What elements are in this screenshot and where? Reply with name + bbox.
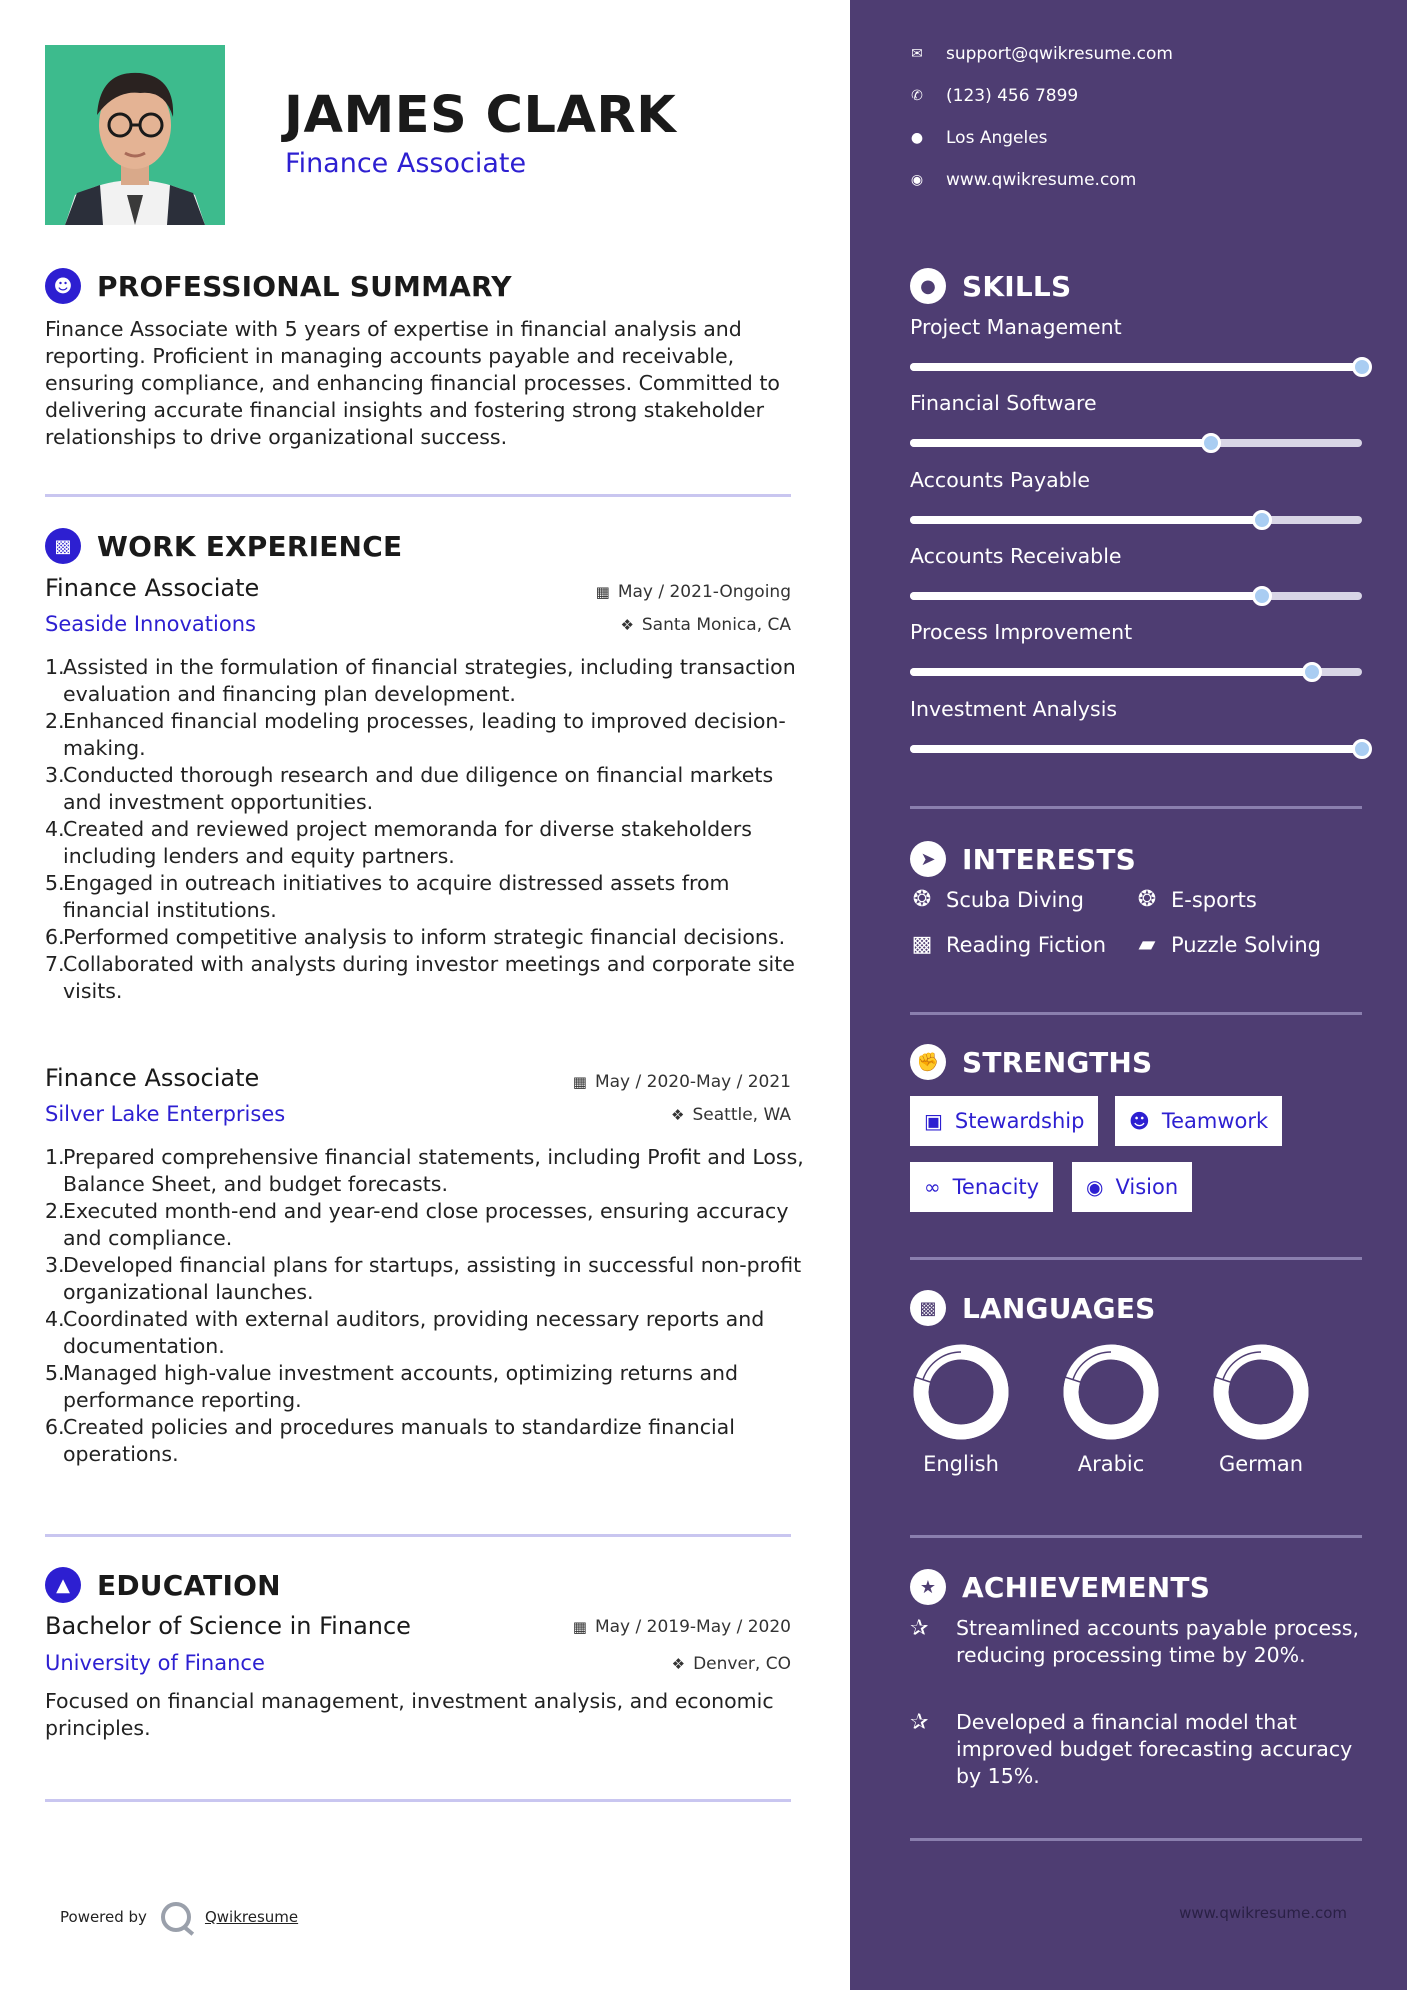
divider bbox=[910, 1535, 1362, 1538]
experience-title: WORK EXPERIENCE bbox=[97, 529, 403, 563]
list-item: 4. Created and reviewed project memoranda for diverse stakeholders including lenders and equity partners. bbox=[45, 817, 752, 868]
strengths-heading bbox=[910, 1044, 1152, 1080]
skill-bar-knob bbox=[1252, 586, 1272, 606]
paper-plane-icon: ➤ bbox=[910, 841, 946, 877]
strength-badge: ∞ Tenacity bbox=[910, 1162, 1053, 1212]
phone-icon: ✆ bbox=[911, 88, 923, 104]
education-date-text: May / 2019-May / 2020 bbox=[594, 1617, 791, 1637]
experience-heading bbox=[45, 528, 402, 564]
job-bullets bbox=[45, 654, 805, 1005]
skill-bar-knob bbox=[1352, 357, 1372, 377]
job-title: Finance Associate bbox=[45, 574, 260, 602]
skills-heading bbox=[910, 268, 1071, 304]
list-item: 1. Prepared comprehensive financial statements, including Profit and Loss, Balance Sheet, and budget forecasts. bbox=[45, 1145, 804, 1196]
language-ring bbox=[1063, 1344, 1159, 1440]
skill-label: Accounts Payable bbox=[910, 468, 1090, 492]
interest-item: ▰ Puzzle Solving bbox=[1135, 932, 1321, 957]
skill-bar bbox=[910, 592, 1362, 600]
toolbox-icon: ▣ bbox=[924, 1109, 943, 1133]
education-description: Focused on financial management, investment analysis, and economic principles. bbox=[45, 1689, 774, 1740]
profile-photo bbox=[45, 45, 225, 225]
skill-bar bbox=[910, 439, 1362, 447]
calendar-icon: ▦ bbox=[572, 1073, 587, 1091]
skill-bar-fill bbox=[910, 668, 1312, 676]
location-text: Los Angeles bbox=[946, 128, 1048, 148]
candidate-name: JAMES CLARK bbox=[284, 86, 677, 145]
strength-badge: ☻ Teamwork bbox=[1115, 1096, 1282, 1146]
fist-icon: ✊ bbox=[910, 1044, 946, 1080]
language-label: English bbox=[923, 1452, 999, 1476]
skill-label: Investment Analysis bbox=[910, 697, 1118, 721]
job-location bbox=[671, 1105, 791, 1125]
skills-title: SKILLS bbox=[962, 269, 1072, 303]
list-item: 2. Executed month-end and year-end close processes, ensuring accuracy and compliance. bbox=[45, 1199, 789, 1250]
powered-by bbox=[60, 1902, 298, 1932]
skill-bar-fill bbox=[910, 592, 1262, 600]
divider bbox=[910, 1838, 1362, 1841]
strength-badge: ◉ Vision bbox=[1072, 1162, 1192, 1212]
calendar-icon: ▦ bbox=[595, 583, 610, 601]
list-item: 1. Assisted in the formulation of financial strategies, including transaction evaluation and financing plan development. bbox=[45, 655, 796, 706]
language-icon: ▩ bbox=[910, 1290, 946, 1326]
link-icon: ∞ bbox=[924, 1175, 941, 1199]
education-title: EDUCATION bbox=[97, 1568, 281, 1602]
education-date bbox=[573, 1617, 791, 1637]
summary-title: PROFESSIONAL SUMMARY bbox=[97, 269, 512, 303]
divider bbox=[910, 1257, 1362, 1260]
contact-website[interactable] bbox=[910, 170, 1136, 190]
binoculars-icon: ◉ bbox=[1086, 1175, 1104, 1199]
summary-heading bbox=[45, 268, 512, 304]
gamepad-icon: ▩ bbox=[911, 932, 933, 957]
achievements-title: ACHIEVEMENTS bbox=[962, 1570, 1211, 1604]
language-ring bbox=[1213, 1344, 1309, 1440]
list-item: 7. Collaborated with analysts during investor meetings and corporate site visits. bbox=[45, 952, 795, 1003]
skill-label: Financial Software bbox=[910, 391, 1097, 415]
users-icon: ☻ bbox=[1129, 1109, 1150, 1133]
language-label: Arabic bbox=[1077, 1452, 1145, 1476]
briefcase-chair-icon: ▩ bbox=[45, 528, 81, 564]
language-item bbox=[1036, 1344, 1186, 1476]
skill-label: Process Improvement bbox=[910, 620, 1133, 644]
graduation-cap-icon: ▲ bbox=[45, 1567, 81, 1603]
strengths-title: STRENGTHS bbox=[962, 1045, 1153, 1079]
education-heading bbox=[45, 1567, 281, 1603]
list-item: 4. Coordinated with external auditors, providing necessary reports and documentation. bbox=[45, 1307, 765, 1358]
skill-bar bbox=[910, 668, 1362, 676]
achievements-heading bbox=[910, 1569, 1210, 1605]
qwikresume-logo-icon bbox=[161, 1902, 191, 1932]
life-ring-icon: ❂ bbox=[912, 887, 932, 912]
achievement-item: ✰ Developed a financial model that improved budget forecasting accuracy by 15%. bbox=[910, 1710, 1353, 1788]
pin-icon: ❖ bbox=[671, 1106, 685, 1124]
interests-title: INTERESTS bbox=[962, 842, 1136, 876]
life-ring-icon: ❂ bbox=[1137, 887, 1157, 912]
map-marker-icon: ● bbox=[910, 130, 924, 146]
website-text: www.qwikresume.com bbox=[946, 170, 1137, 190]
strength-badge: ▣ Stewardship bbox=[910, 1096, 1098, 1146]
lightbulb-icon: ● bbox=[910, 268, 946, 304]
sidebar bbox=[850, 0, 1407, 1990]
job-title: Finance Associate bbox=[45, 1064, 260, 1092]
education-location bbox=[672, 1654, 791, 1674]
skill-bar bbox=[910, 745, 1362, 753]
shooting-star-icon: ✰ bbox=[910, 1616, 929, 1641]
envelope-icon: ✉ bbox=[911, 46, 923, 62]
job-location-text: Seattle, WA bbox=[692, 1105, 791, 1125]
globe-icon: ◉ bbox=[910, 172, 924, 188]
language-item bbox=[886, 1344, 1036, 1476]
skill-bar bbox=[910, 516, 1362, 524]
skill-label: Accounts Receivable bbox=[910, 544, 1122, 568]
brand-link[interactable]: Qwikresume bbox=[204, 1908, 299, 1926]
phone-text: (123) 456 7899 bbox=[946, 86, 1079, 106]
star-badge-icon: ★ bbox=[910, 1569, 946, 1605]
languages-title: LANGUAGES bbox=[962, 1291, 1156, 1325]
skill-bar-fill bbox=[910, 439, 1211, 447]
calendar-icon: ▦ bbox=[572, 1618, 587, 1636]
degree-title: Bachelor of Science in Finance bbox=[45, 1612, 411, 1640]
divider bbox=[910, 1012, 1362, 1015]
skill-bar-knob bbox=[1352, 739, 1372, 759]
list-item: 5. Engaged in outreach initiatives to acquire distressed assets from financial institutions. bbox=[45, 871, 730, 922]
job-location bbox=[620, 615, 791, 635]
divider bbox=[910, 806, 1362, 809]
pin-icon: ❖ bbox=[671, 1655, 686, 1673]
user-icon: ☻ bbox=[45, 268, 81, 304]
powered-by-label: Powered by bbox=[60, 1908, 147, 1926]
contact-phone bbox=[910, 86, 1078, 106]
skill-bar-knob bbox=[1302, 662, 1322, 682]
list-item: 3. Developed financial plans for startups, assisting in successful non-profit organizational launches. bbox=[45, 1253, 802, 1304]
skill-bar-fill bbox=[910, 516, 1262, 524]
language-ring bbox=[913, 1344, 1009, 1440]
contact-location bbox=[910, 128, 1048, 148]
email-text: support@qwikresume.com bbox=[946, 44, 1173, 64]
job-date bbox=[596, 582, 791, 602]
job-date-text: May / 2021-Ongoing bbox=[617, 582, 791, 602]
job-bullets bbox=[45, 1144, 805, 1468]
list-item: 2. Enhanced financial modeling processes, leading to improved decision-making. bbox=[45, 709, 786, 760]
school-name: University of Finance bbox=[45, 1651, 265, 1675]
interest-item: ▩ Reading Fiction bbox=[911, 932, 1107, 957]
job-date bbox=[573, 1072, 791, 1092]
summary-text: Finance Associate with 5 years of expertise in financial analysis and reporting. Proficient in managing accounts payable and receivable, ensuring compliance, and enhancing financial processes. Committed to delivering accurate financial insights and fostering strong stakeholder relationships to drive organizational success. bbox=[45, 317, 780, 449]
skill-bar-fill bbox=[910, 745, 1362, 753]
footer-website[interactable]: www.qwikresume.com bbox=[1179, 1904, 1347, 1922]
language-item bbox=[1186, 1344, 1336, 1476]
list-item: 3. Conducted thorough research and due diligence on financial markets and investment opportunities. bbox=[45, 763, 774, 814]
portrait-image bbox=[45, 45, 225, 225]
job-location-text: Santa Monica, CA bbox=[641, 615, 791, 635]
list-item: 5. Managed high-value investment accounts, optimizing returns and performance reporting. bbox=[45, 1361, 739, 1412]
divider bbox=[45, 1799, 791, 1802]
book-icon: ▰ bbox=[1138, 932, 1156, 957]
skill-bar bbox=[910, 363, 1362, 371]
skill-bar-fill bbox=[910, 363, 1362, 371]
skill-label: Project Management bbox=[910, 315, 1122, 339]
education-location-text: Denver, CO bbox=[693, 1654, 791, 1674]
interest-item: ❂ E-sports bbox=[1135, 887, 1257, 912]
candidate-role: Finance Associate bbox=[285, 148, 527, 179]
job-company: Silver Lake Enterprises bbox=[45, 1102, 286, 1126]
language-label: German bbox=[1218, 1452, 1304, 1476]
shooting-star-icon: ✰ bbox=[910, 1710, 929, 1735]
pin-icon: ❖ bbox=[620, 616, 634, 634]
job-date-text: May / 2020-May / 2021 bbox=[594, 1072, 791, 1092]
achievement-item: ✰ Streamlined accounts payable process, reducing processing time by 20%. bbox=[910, 1616, 1359, 1667]
job-company: Seaside Innovations bbox=[45, 612, 256, 636]
divider bbox=[45, 1534, 791, 1537]
languages-heading bbox=[910, 1290, 1156, 1326]
divider bbox=[45, 494, 791, 497]
list-item: 6. Performed competitive analysis to inform strategic financial decisions. bbox=[45, 925, 786, 949]
interests-heading bbox=[910, 841, 1136, 877]
list-item: 6. Created policies and procedures manuals to standardize financial operations. bbox=[45, 1415, 735, 1466]
contact-email[interactable] bbox=[910, 44, 1173, 64]
skill-bar-knob bbox=[1201, 433, 1221, 453]
interest-item: ❂ Scuba Diving bbox=[910, 887, 1084, 912]
skill-bar-knob bbox=[1252, 510, 1272, 530]
